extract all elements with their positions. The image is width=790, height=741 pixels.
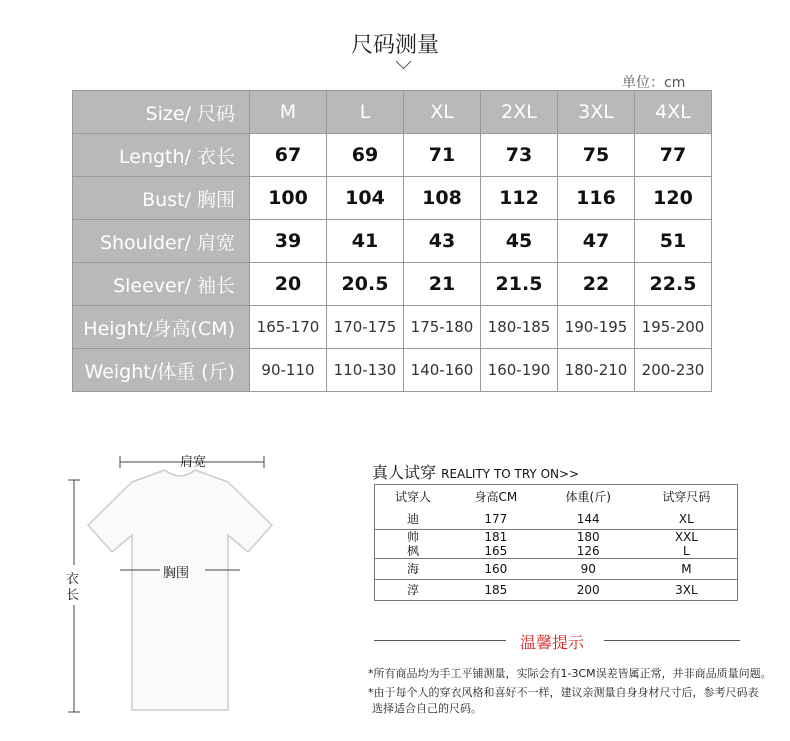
tryon-cell: 180	[576, 530, 600, 544]
tryon-cell: 淳	[407, 583, 420, 597]
tryon-cell: 枫	[375, 544, 452, 559]
size-row	[73, 349, 712, 392]
row-label: Bust/ 胸围	[73, 177, 250, 220]
tryon-cell: 160	[451, 559, 541, 580]
size-row	[73, 263, 712, 306]
size-cell: 180-210	[558, 349, 635, 392]
size-cell: 77	[635, 134, 712, 177]
size-cell: 180-185	[481, 306, 558, 349]
size-cell: 116	[558, 177, 635, 220]
header-cell: 4XL	[635, 91, 712, 134]
size-cell: 175-180	[404, 306, 481, 349]
size-cell: 90-110	[250, 349, 327, 392]
tryon-cell: 3XL	[675, 583, 698, 597]
size-cell: 20.5	[327, 263, 404, 306]
tryon-cell: 144	[541, 509, 636, 530]
tryon-cell: 165	[451, 544, 541, 559]
size-cell: 160-190	[481, 349, 558, 392]
tryon-title-text: 真人试穿	[372, 463, 437, 482]
shoulder-label: 肩宽	[180, 455, 207, 470]
tryon-cell: 126	[541, 544, 636, 559]
tryon-cell: 181	[484, 530, 508, 544]
header-cell: L	[327, 91, 404, 134]
size-cell: 47	[558, 220, 635, 263]
tryon-header: 身高CM	[474, 490, 518, 504]
size-cell: 100	[250, 177, 327, 220]
size-table	[72, 90, 712, 392]
row-label: Height/身高(CM)	[73, 306, 250, 349]
size-cell: 51	[635, 220, 712, 263]
size-cell: 22.5	[635, 263, 712, 306]
tryon-cell: 迪	[375, 509, 452, 530]
size-cell: 170-175	[327, 306, 404, 349]
header-cell: XL	[404, 91, 481, 134]
size-cell: 165-170	[250, 306, 327, 349]
tryon-cell: 177	[451, 509, 541, 530]
tryon-cell: 90	[541, 559, 636, 580]
size-row	[73, 220, 712, 263]
size-cell: 21.5	[481, 263, 558, 306]
tryon-cell: 海	[375, 559, 452, 580]
size-cell: 190-195	[558, 306, 635, 349]
size-cell: 43	[404, 220, 481, 263]
header-cell: 3XL	[558, 91, 635, 134]
tryon-cell: XXL	[674, 530, 698, 544]
row-label: Sleever/ 袖长	[73, 263, 250, 306]
size-cell: 71	[404, 134, 481, 177]
size-cell: 75	[558, 134, 635, 177]
header-cell: 2XL	[481, 91, 558, 134]
tryon-cell: 185	[484, 583, 508, 597]
size-cell: 20	[250, 263, 327, 306]
row-label: Weight/体重 (斤)	[73, 349, 250, 392]
size-cell: 120	[635, 177, 712, 220]
header-cell: M	[250, 91, 327, 134]
size-cell: 39	[250, 220, 327, 263]
size-cell: 108	[404, 177, 481, 220]
tryon-title	[372, 460, 579, 483]
chest-label: 胸围	[163, 566, 190, 581]
size-cell: 195-200	[635, 306, 712, 349]
tips-title: 温馨提示	[520, 633, 585, 652]
size-cell: 112	[481, 177, 558, 220]
tshirt-icon	[88, 470, 272, 710]
tryon-header: 试穿人	[395, 490, 432, 504]
size-cell: 104	[327, 177, 404, 220]
size-row	[73, 177, 712, 220]
header-cell: Size/ 尺码	[73, 91, 250, 134]
size-cell: 110-130	[327, 349, 404, 392]
size-cell: 45	[481, 220, 558, 263]
divider	[604, 640, 740, 641]
tryon-cell: L	[636, 544, 738, 559]
size-cell: 67	[250, 134, 327, 177]
size-cell: 73	[481, 134, 558, 177]
size-cell: 41	[327, 220, 404, 263]
tshirt-diagram	[60, 440, 300, 730]
row-label: Shoulder/ 肩宽	[73, 220, 250, 263]
tryon-subtitle: REALITY TO TRY ON>>	[441, 467, 580, 481]
tryon-cell: XL	[636, 509, 738, 530]
tip-note: 选择适合自己的尺码。	[372, 702, 482, 715]
tryon-cell: 200	[576, 583, 600, 597]
size-cell: 69	[327, 134, 404, 177]
tryon-cell: 帅	[407, 530, 420, 544]
size-cell: 22	[558, 263, 635, 306]
page-title: 尺码测量	[350, 33, 439, 58]
tryon-cell: M	[636, 559, 738, 580]
row-label: Length/ 衣长	[73, 134, 250, 177]
unit-label: 单位：cm	[622, 75, 686, 91]
size-cell: 200-230	[635, 349, 712, 392]
size-row	[73, 134, 712, 177]
tryon-header: 体重(斤)	[565, 490, 611, 504]
size-cell: 21	[404, 263, 481, 306]
length-label: 衣长	[66, 572, 80, 603]
tryon-table	[374, 484, 738, 601]
tip-note: *由于每个人的穿衣风格和喜好不一样，建议亲测量自身身材尺寸后，参考尺码表	[368, 686, 759, 699]
size-cell: 140-160	[404, 349, 481, 392]
tryon-header: 试穿尺码	[662, 490, 711, 504]
header-row	[73, 91, 712, 134]
tip-note: *所有商品均为手工平铺测量，实际会有1-3CM误差皆属正常，并非商品质量问题。	[368, 667, 772, 680]
size-row	[73, 306, 712, 349]
divider	[374, 640, 506, 641]
